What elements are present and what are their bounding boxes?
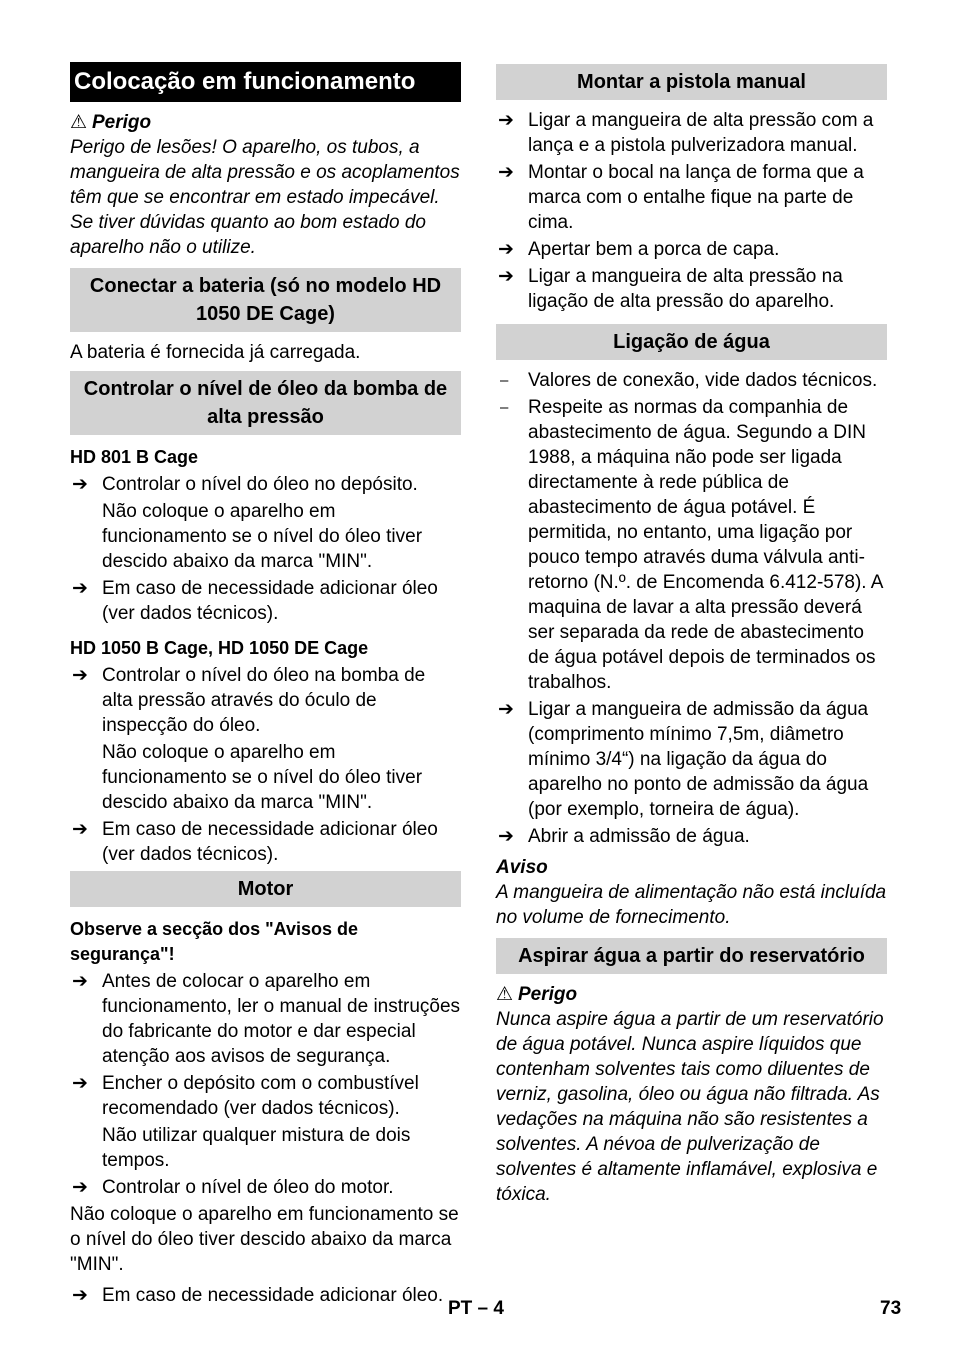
- danger-text: Perigo de lesões! O aparelho, os tubos, a mangueira de alta pressão e os acoplamentos têm que se encontrar em estado impecável. Se tiver dúvidas quanto ao bom estado do aparelho não o utilize.: [70, 137, 460, 258]
- dash-item: – Respeite as normas da companhia de abastecimento de água. Segundo a DIN 1988, a máquina não pode ser ligada directamente à rede pública de abastecimento de água potável. É permitida, no entanto, uma ligação por pouco tempo através duma válvula anti-retorno (N.º. de Encomenda 6.412-578). A maquina de lavar a alta pressão deverá ser separada da rede de abastecimento de água potável depois de terminados os trabalhos.: [500, 397, 883, 693]
- warning-icon: ⚠: [496, 984, 514, 1005]
- step-item: ➔ Encher o depósito com o combustível recomendado (ver dados técnicos).: [72, 1073, 419, 1119]
- step-item: ➔ Ligar a mangueira de admissão da água (comprimento mínimo 7,5m, diâmetro mínimo 3/4“) na ligação da água do aparelho no ponto de admissão da água (por exemplo, torneira de água).: [498, 699, 869, 820]
- arrow-icon: ➔: [498, 266, 514, 287]
- danger-heading: ⚠ Perigo: [496, 984, 578, 1005]
- arrow-icon: ➔: [72, 1177, 88, 1198]
- step-note: Não coloque o aparelho em funcionamento se o nível do óleo tiver descido abaixo da marca "MIN".: [102, 742, 423, 813]
- arrow-icon: ➔: [72, 1073, 88, 1094]
- step-item: ➔ Ligar a mangueira de alta pressão na ligação de alta pressão do aparelho.: [498, 266, 843, 312]
- step-item: ➔ Ligar a mangueira de alta pressão com a lança e a pistola pulverizadora manual.: [498, 110, 874, 156]
- notice-text: A mangueira de alimentação não está incluída no volume de fornecimento.: [496, 882, 887, 928]
- step-item: ➔ Apertar bem a porca de capa.: [498, 239, 780, 260]
- danger-text: Nunca aspire água a partir de um reservatório de água potável. Nunca aspire líquidos que contenham solventes tais como diluentes de verniz, gasolina, óleo ou água não filtrada. As vedações na máquina não são resistentes a solventes. A névoa de pulverização de solventes é altamente inflamável, explosiva e tóxica.: [496, 1009, 884, 1205]
- arrow-icon: ➔: [498, 162, 514, 183]
- arrow-icon: ➔: [498, 699, 514, 720]
- dash-icon: –: [500, 372, 509, 389]
- notice-heading: Aviso: [496, 857, 548, 878]
- step-item: ➔ Em caso de necessidade adicionar óleo (ver dados técnicos).: [72, 819, 438, 865]
- footer-section-label: PT – 4: [448, 1298, 504, 1319]
- section-heading-motor: Motor: [70, 871, 461, 907]
- section-heading-gun: Montar a pistola manual: [496, 64, 887, 100]
- arrow-icon: ➔: [72, 819, 88, 840]
- step-item: ➔ Abrir a admissão de água.: [498, 826, 750, 847]
- step-note: Não coloque o aparelho em funcionamento se o nível do óleo tiver descido abaixo da marca "MIN".: [102, 501, 423, 572]
- step-note: Não utilizar qualquer mistura de dois tempos.: [102, 1125, 411, 1171]
- step-item: ➔ Antes de colocar o aparelho em funcionamento, ler o manual de instruções do fabricante do motor e dar especial atenção aos avisos de segurança.: [72, 971, 461, 1067]
- arrow-icon: ➔: [72, 1285, 88, 1306]
- arrow-icon: ➔: [72, 665, 88, 686]
- step-item: ➔ Em caso de necessidade adicionar óleo (ver dados técnicos).: [72, 578, 438, 624]
- battery-text: A bateria é fornecida já carregada.: [70, 342, 361, 363]
- step-item: ➔ Em caso de necessidade adicionar óleo.: [72, 1285, 444, 1306]
- section-heading-water: Ligação de água: [496, 324, 887, 360]
- motor-paragraph: Não coloque o aparelho em funcionamento se o nível do óleo tiver descido abaixo da marca "MIN".: [70, 1204, 459, 1275]
- danger-heading: ⚠ Perigo: [70, 112, 152, 133]
- page-title: Colocação em funcionamento: [70, 62, 461, 102]
- step-item: ➔ Controlar o nível do óleo no depósito.: [72, 474, 418, 495]
- arrow-icon: ➔: [72, 474, 88, 495]
- arrow-icon: ➔: [498, 826, 514, 847]
- left-column: [70, 62, 461, 1310]
- warning-icon: ⚠: [70, 112, 88, 133]
- dash-icon: –: [500, 399, 509, 416]
- arrow-icon: ➔: [72, 971, 88, 992]
- step-item: ➔ Controlar o nível do óleo na bomba de alta pressão através do óculo de inspecção do óleo.: [72, 665, 426, 736]
- section-heading-oil: Controlar o nível de óleo da bomba de alta pressão: [70, 371, 461, 435]
- motor-safety-heading: Observe a secção dos "Avisos de segurança"!: [70, 919, 359, 964]
- step-item: ➔ Controlar o nível de óleo do motor.: [72, 1177, 394, 1198]
- step-item: ➔ Montar o bocal na lança de forma que a marca com o entalhe fique na parte de cima.: [498, 162, 864, 233]
- subheading-hd1050: HD 1050 B Cage, HD 1050 DE Cage: [70, 638, 369, 658]
- right-column: [496, 62, 887, 1215]
- arrow-icon: ➔: [498, 239, 514, 260]
- arrow-icon: ➔: [498, 110, 514, 131]
- page-number: 73: [880, 1298, 902, 1319]
- subheading-hd801: HD 801 B Cage: [70, 447, 199, 467]
- section-heading-tank: Aspirar água a partir do reservatório: [496, 938, 887, 974]
- section-heading-battery: Conectar a bateria (só no modelo HD 1050 DE Cage): [70, 268, 461, 332]
- dash-item: – Valores de conexão, vide dados técnicos.: [500, 370, 878, 391]
- arrow-icon: ➔: [72, 578, 88, 599]
